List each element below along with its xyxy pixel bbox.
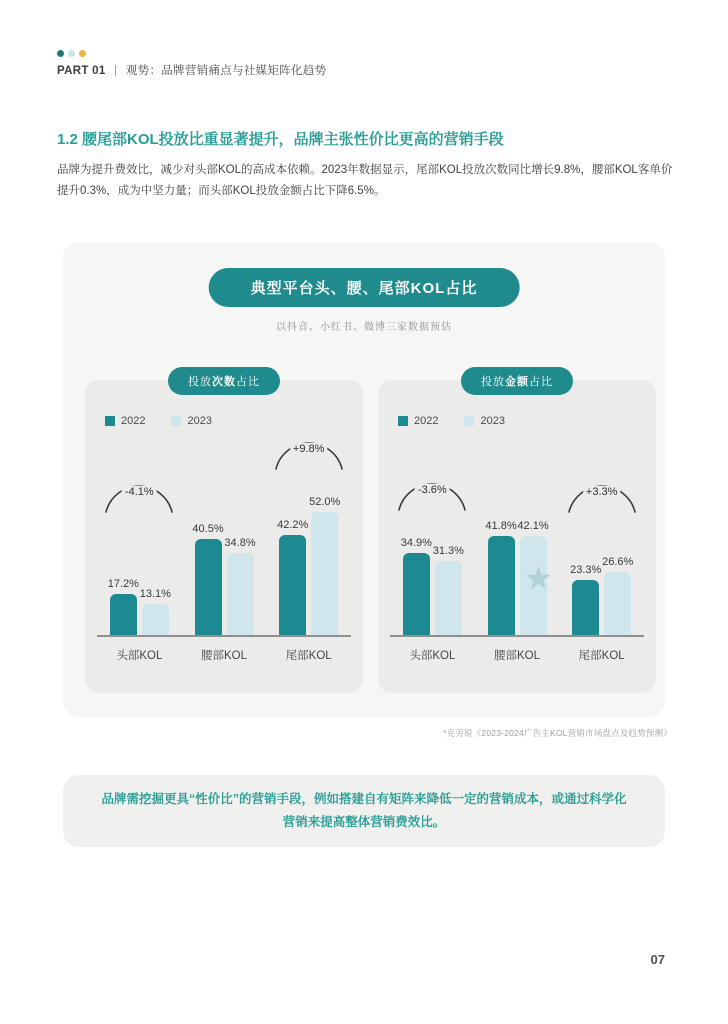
legend-item-2023 <box>171 415 211 427</box>
delta-label: +9.8% <box>290 443 328 455</box>
category-label: 尾部KOL <box>285 650 332 662</box>
chart-panel-amount-share <box>378 376 656 693</box>
bar-value-label: 34.9% <box>400 536 432 549</box>
header-title: 观势：品牌营销痛点与社媒矩阵化趋势 <box>125 65 327 77</box>
legend-swatch-2022 <box>105 416 115 426</box>
bar-2023 <box>311 512 338 635</box>
bar-value-label: 31.3% <box>432 545 464 558</box>
chart-tag-bold: 金额 <box>505 376 529 388</box>
brand-dots <box>57 50 326 57</box>
star-watermark: ★ <box>524 560 553 596</box>
plot-area <box>97 435 351 637</box>
section-title: 1.2 腰尾部KOL投放比重显著提升，品牌主张性价比更高的营销手段 <box>57 131 504 148</box>
page-number: 07 <box>650 952 665 967</box>
bar-value-label: 42.2% <box>277 519 309 532</box>
bar-2022 <box>572 580 599 635</box>
section-body: 品牌为提升费效比，减少对头部KOL的高成本依赖。2023年数据显示，尾部KOL投放次数同比增长9.8%，腰部KOL客单价提升0.3%，成为中坚力量；而头部KOL投放金额占比下降6.5%。 <box>57 164 673 198</box>
bar-value-label: 40.5% <box>192 523 224 536</box>
bar-2022 <box>488 536 515 635</box>
chart-tag-pre: 投放 <box>481 376 505 388</box>
legend-item-2023 <box>464 415 504 427</box>
bar-group <box>182 435 267 635</box>
chart-tag-post: 占比 <box>236 376 260 388</box>
bar-value-label: 41.8% <box>485 520 517 533</box>
category-axis <box>390 647 644 663</box>
chart-tag-bold: 次数 <box>212 376 236 388</box>
callout-text: 品牌需挖掘更具“性价比”的营销手段，例如搭建自有矩阵来降低一定的营销成本，或通过科学化营销来提高整体营销费效比。 <box>101 791 627 829</box>
bar-value-label: 34.8% <box>224 536 256 549</box>
bar-2022 <box>279 535 306 635</box>
chart-legend <box>398 415 505 427</box>
legend-label-2023: 2023 <box>480 415 505 427</box>
legend-swatch-2023 <box>464 416 474 426</box>
bar-2022 <box>403 553 430 635</box>
bar-value-label: 52.0% <box>309 496 341 509</box>
header-separator: | <box>114 65 118 77</box>
bar-2023 <box>604 572 631 635</box>
chart-tag <box>461 367 573 395</box>
legend-label-2023: 2023 <box>187 415 212 427</box>
chart-tag <box>168 367 280 395</box>
page-header <box>57 50 326 78</box>
dot-lightblue <box>68 50 75 57</box>
callout-box <box>63 775 665 847</box>
bar-2023 <box>142 604 169 635</box>
delta-label: -4.1% <box>122 486 157 498</box>
category-axis <box>97 647 351 663</box>
bar-value-label: 23.3% <box>570 564 602 577</box>
part-label: PART 01 <box>57 65 106 77</box>
bar-value-label: 13.1% <box>139 588 171 601</box>
legend-swatch-2022 <box>398 416 408 426</box>
bar-group <box>266 435 351 635</box>
header-line <box>57 62 326 78</box>
delta-label: -3.6% <box>415 484 450 496</box>
chart-card-title: 典型平台头、腰、尾部KOL占比 <box>209 268 520 307</box>
bar-value-label: 26.6% <box>602 556 634 569</box>
bar-group <box>390 435 475 635</box>
delta-label: +3.3% <box>583 486 621 498</box>
chart-tag-pre: 投放 <box>188 376 212 388</box>
category-label: 头部KOL <box>409 650 456 662</box>
dot-amber <box>79 50 86 57</box>
bar-value-label: 17.2% <box>107 578 139 591</box>
bar-2023 <box>435 561 462 635</box>
delta-annotation <box>563 483 641 515</box>
category-label: 尾部KOL <box>578 650 625 662</box>
chart-panel-count-share <box>85 376 363 693</box>
delta-annotation <box>270 440 348 472</box>
legend-item-2022 <box>105 415 145 427</box>
bar-2022 <box>195 539 222 635</box>
chart-card-subtitle: 以抖音、小红书、微博三家数据预估 <box>276 322 452 333</box>
source-footnote: *克劳锐《2023-2024广告主KOL营销市场盘点及趋势预测》 <box>443 728 672 738</box>
chart-tag-post: 占比 <box>529 376 553 388</box>
bar-group <box>97 435 182 635</box>
delta-annotation <box>100 483 178 515</box>
bar-value-label: 42.1% <box>517 519 549 532</box>
bar-group <box>559 435 644 635</box>
legend-label-2022: 2022 <box>121 415 146 427</box>
category-label: 腰部KOL <box>494 650 541 662</box>
bar-2023 <box>227 553 254 635</box>
plot-area <box>390 435 644 637</box>
delta-annotation <box>393 481 471 513</box>
chart-card <box>63 242 665 717</box>
bar-group <box>475 435 560 635</box>
chart-legend <box>105 415 212 427</box>
category-label: 头部KOL <box>116 650 163 662</box>
legend-swatch-2023 <box>171 416 181 426</box>
category-label: 腰部KOL <box>201 650 248 662</box>
legend-label-2022: 2022 <box>414 415 439 427</box>
bar-2022 <box>110 594 137 635</box>
legend-item-2022 <box>398 415 438 427</box>
dot-teal <box>57 50 64 57</box>
